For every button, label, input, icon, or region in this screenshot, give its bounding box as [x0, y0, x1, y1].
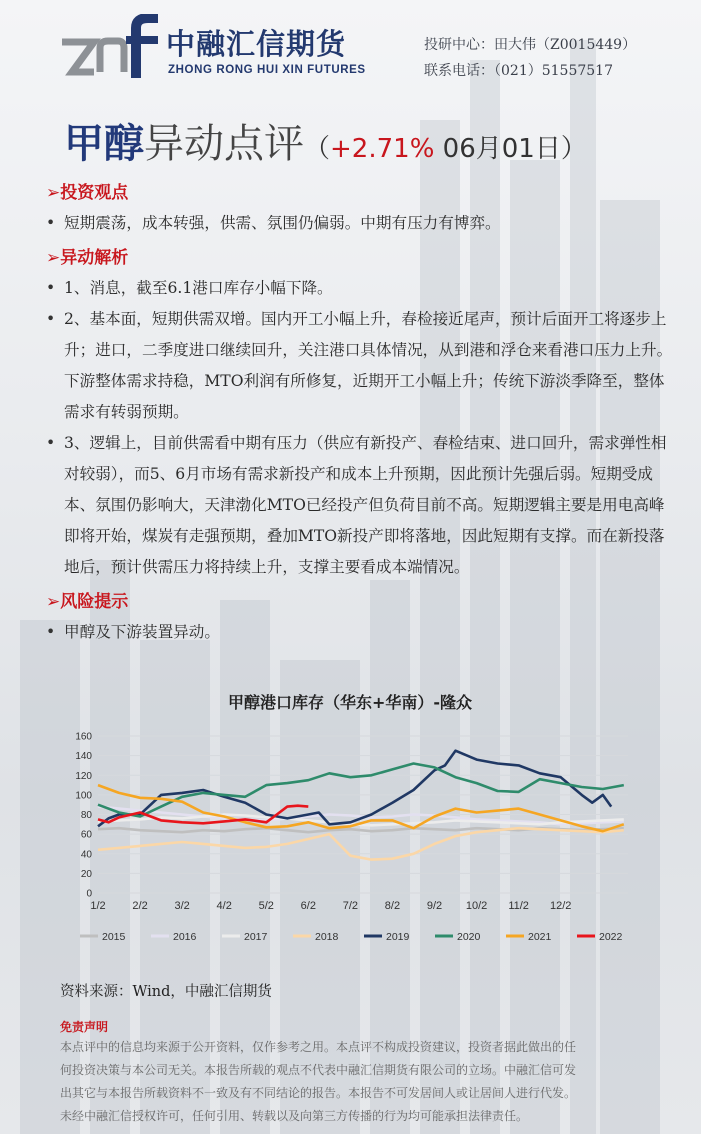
analysis-bullet-3: • 3、逻辑上，目前供需看中期有压力（供应有新投产、春检结束、进口回升，需求弹性相对较弱），而5、6月市场有需求新投产和成本上升预期，因此预计先强后弱。短期受成本、氛围仍影响大，天津渤化MTO已经投产但负荷目前不高。短期逻辑主要是用电高峰即将开始，煤炭有走强预期，叠加MTO新投产即将落地，因此短期有支撑。而在新投落地后，预计供需压力将持续上升，支撑主要看成本端情况。	[46, 428, 676, 583]
y-tick-label: 0	[86, 888, 92, 900]
disclaimer-line: 本点评中的信息均来源于公开资料，仅作参考之用。本点评不构成投资建议，投资者据此做出的任	[60, 1040, 577, 1054]
disclaimer-heading: 免责声明	[60, 1020, 109, 1034]
title-date: 06月01日）	[434, 134, 587, 164]
y-tick-label: 20	[80, 868, 92, 880]
inventory-chart	[60, 688, 640, 958]
disclaimer-text	[60, 1036, 650, 1128]
x-tick-label: 7/2	[342, 900, 359, 912]
y-tick-label: 40	[80, 849, 92, 861]
x-tick-label: 12/2	[549, 900, 572, 912]
y-tick-label: 140	[75, 751, 92, 763]
title-topic: 异动点评	[144, 121, 304, 167]
series-line-2020	[98, 764, 624, 817]
company-name-en: ZHONG RONG HUI XIN FUTURES	[168, 64, 366, 76]
x-tick-label: 2/2	[132, 900, 148, 912]
x-tick-label: 5/2	[258, 900, 274, 912]
contact-info	[424, 32, 636, 84]
title-product: 甲醇	[64, 121, 144, 167]
page-title	[64, 112, 587, 169]
legend-label: 2017	[244, 931, 268, 943]
disclaimer-line: 出其它与本报告所载资料不一致及有不同结论的报告。本报告不可发居间人或让居间人进行代发。	[60, 1086, 577, 1100]
x-tick-label: 10/2	[465, 900, 488, 912]
contact-research: 投研中心：田大伟（Z0015449）	[424, 37, 637, 53]
analysis-bullet-1: • 1、消息，截至6.1港口库存小幅下降。	[46, 273, 676, 304]
legend-label: 2016	[173, 931, 197, 943]
legend-label: 2015	[102, 931, 126, 943]
title-change: +2.71%	[330, 134, 435, 164]
section-heading-view: ➢投资观点	[46, 183, 129, 203]
analysis-bullet-2: • 2、基本面，短期供需双增。国内开工小幅上升，春检接近尾声，预计后面开工将逐步上升；进口，二季度进口继续回升，关注港口具体情况，从到港和浮仓来看港口压力上升。下游整体需求持稳，MTO利润有所修复，近期开工小幅上升；传统下游淡季降至，整体需求有转弱预期。	[46, 304, 676, 428]
report-body	[46, 178, 676, 648]
company-logo-icon	[60, 14, 160, 80]
x-tick-label: 6/2	[300, 900, 316, 912]
disclaimer-line: 未经中融汇信授权许可，任何引用、转载以及向第三方传播的行为均可能承担法律责任。	[60, 1109, 529, 1123]
legend-label: 2018	[315, 931, 339, 943]
y-tick-label: 120	[75, 770, 92, 782]
y-tick-label: 160	[75, 731, 92, 743]
chart-title: 甲醇港口库存（华东+华南）-隆众	[227, 693, 473, 712]
disclaimer-line: 何投资决策与本公司无关。本报告所载的观点不代表中融汇信期货有限公司的立场。中融汇信可发	[60, 1063, 577, 1077]
title-paren: （	[304, 134, 331, 164]
x-tick-label: 1/2	[90, 900, 106, 912]
y-tick-label: 80	[80, 810, 92, 821]
risk-bullet: • 甲醇及下游装置异动。	[46, 617, 676, 648]
x-tick-label: 9/2	[426, 900, 443, 912]
data-source: 资料来源：Wind，中融汇信期货	[60, 984, 272, 1000]
x-tick-label: 4/2	[216, 900, 232, 912]
chart-plot	[60, 688, 640, 958]
legend-label: 2021	[528, 931, 552, 943]
section-heading-analysis: ➢异动解析	[46, 248, 129, 268]
report-header	[0, 0, 701, 100]
x-tick-label: 3/2	[174, 900, 190, 912]
x-tick-label: 11/2	[508, 900, 529, 912]
contact-phone: 联系电话：（021）51557517	[424, 63, 613, 79]
y-tick-label: 60	[80, 829, 92, 841]
company-name-cn: 中融汇信期货	[166, 27, 347, 61]
x-tick-label: 8/2	[384, 900, 401, 912]
legend-label: 2019	[386, 931, 410, 943]
section-heading-risk: ➢风险提示	[46, 592, 129, 612]
view-bullet: • 短期震荡，成本转强，供需、氛围仍偏弱。中期有压力有博弈。	[46, 208, 676, 239]
y-tick-label: 100	[75, 790, 92, 802]
legend-label: 2020	[457, 931, 481, 943]
legend-label: 2022	[599, 931, 623, 943]
